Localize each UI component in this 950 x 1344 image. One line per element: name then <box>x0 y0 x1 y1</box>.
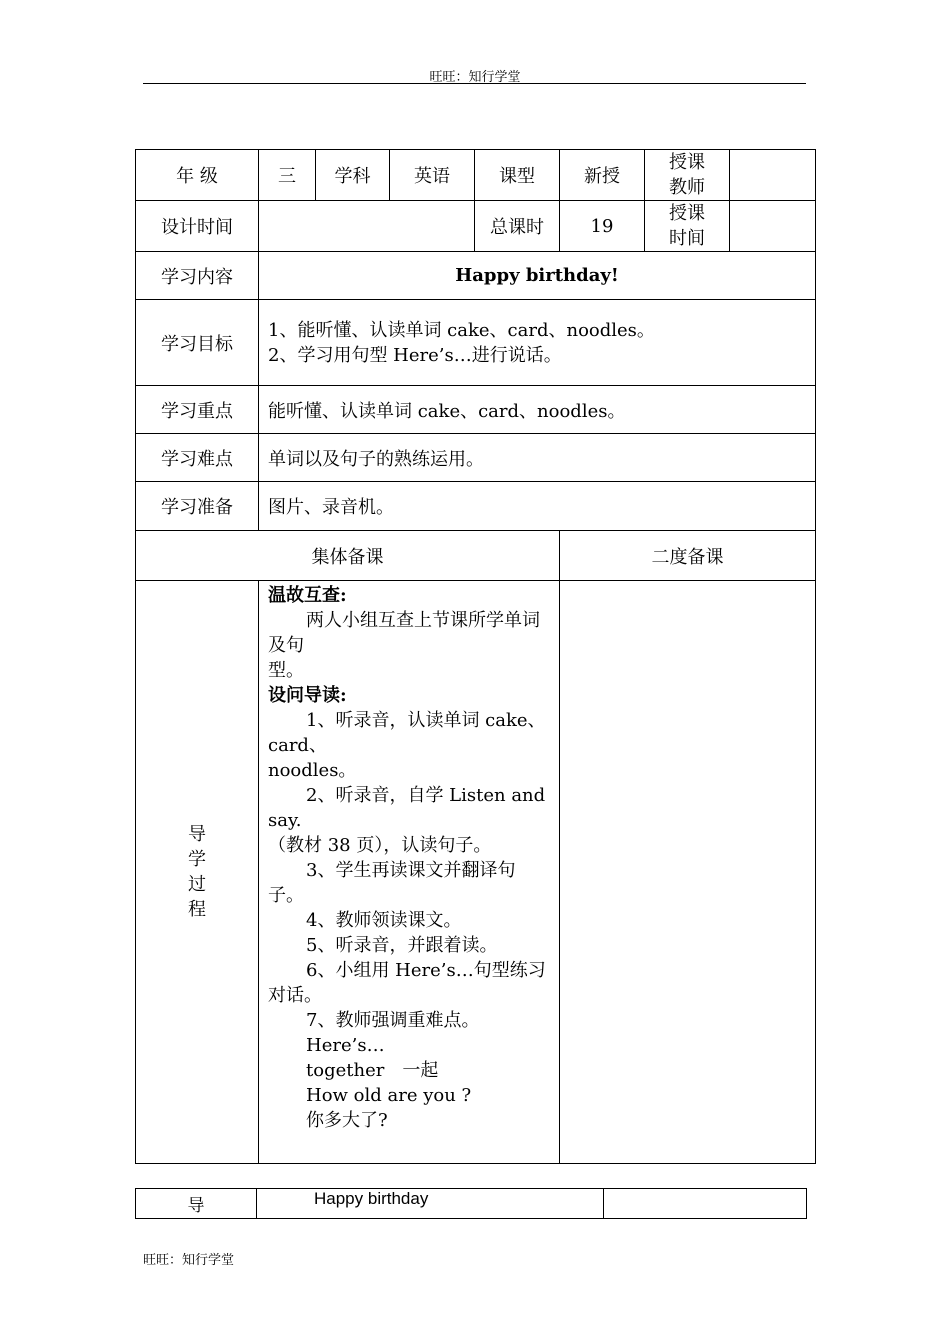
process-label-char-1: 导 <box>188 824 206 845</box>
next-page-table <box>135 1188 807 1219</box>
goals-label: 学习目标 <box>136 300 259 386</box>
preparation-label: 学习准备 <box>136 482 259 531</box>
difficulties-value: 单词以及句子的熟练运用。 <box>259 434 816 482</box>
step5: 5、听录音，并跟着读。 <box>306 935 498 956</box>
page-footer: 旺旺：知行学堂 <box>143 1253 235 1268</box>
design-time-value <box>259 201 475 252</box>
lesson-type-value: 新授 <box>560 150 645 201</box>
teacher-label-line2: 教师 <box>669 177 705 198</box>
class-time-label-line2: 时间 <box>669 228 705 249</box>
content-value: Happy birthday! <box>259 252 816 300</box>
review-line-1: 两人小组互查上节课所学单词及句 <box>268 610 540 656</box>
total-hours-label: 总课时 <box>475 201 560 252</box>
step3: 3、学生再读课文并翻译句子。 <box>268 860 516 906</box>
lesson-type-label: 课型 <box>475 150 560 201</box>
page-header: 旺旺：知行学堂 <box>429 70 521 85</box>
review-title: 温故互查: <box>268 585 347 606</box>
note-together: together 一起 <box>306 1060 439 1081</box>
teacher-label <box>645 150 730 201</box>
note-heres: Here’s… <box>306 1035 385 1056</box>
process-label-char-3: 过 <box>188 874 206 895</box>
lesson-plan-table <box>135 149 816 1164</box>
grade-value: 三 <box>259 150 316 201</box>
subject-value: 英语 <box>390 150 475 201</box>
review-line-2: 型。 <box>268 660 304 681</box>
process-label <box>136 581 259 1164</box>
teacher-label-line1: 授课 <box>669 152 705 173</box>
preparation-value: 图片、录音机。 <box>259 482 816 531</box>
key-points-value: 能听懂、认读单词 cake、card、noodles。 <box>259 386 816 434</box>
subject-label: 学科 <box>316 150 390 201</box>
second-prep-header: 二度备课 <box>560 531 816 581</box>
note-how-old-translation: 你多大了? <box>306 1110 388 1131</box>
step7: 7、教师强调重难点。 <box>306 1010 480 1031</box>
note-how-old: How old are you ? <box>306 1085 472 1106</box>
class-time-label-line1: 授课 <box>669 203 705 224</box>
step1-line-2: noodles。 <box>268 760 357 781</box>
step6: 6、小组用 Here’s…句型练习对话。 <box>268 960 546 1006</box>
process-content <box>259 581 560 1164</box>
step2-line-1: 2、听录音，自学 Listen and say. <box>268 785 546 831</box>
process-label-char-2: 学 <box>188 849 206 870</box>
process-label-char-4: 程 <box>188 899 206 920</box>
collective-prep-header: 集体备课 <box>136 531 560 581</box>
content-label: 学习内容 <box>136 252 259 300</box>
guide-title: 设问导读: <box>268 685 347 706</box>
goals-value <box>259 300 816 386</box>
class-time-label <box>645 201 730 252</box>
total-hours-value: 19 <box>560 201 645 252</box>
second-prep-cell <box>560 581 816 1164</box>
teacher-value <box>730 150 816 201</box>
class-time-value <box>730 201 816 252</box>
step4: 4、教师领读课文。 <box>306 910 462 931</box>
header-divider <box>143 83 806 84</box>
step2-line-2: （教材 38 页），认读句子。 <box>268 835 492 856</box>
next-table-title: Happy birthday <box>257 1189 604 1219</box>
grade-label: 年 级 <box>136 150 259 201</box>
step1-line-1: 1、听录音，认读单词 cake、card、 <box>268 710 546 756</box>
next-table-extra <box>604 1189 807 1219</box>
difficulties-label: 学习难点 <box>136 434 259 482</box>
key-points-label: 学习重点 <box>136 386 259 434</box>
goal-line-2: 2、学习用句型 Here’s…进行说话。 <box>268 344 562 366</box>
next-table-label: 导 <box>136 1189 257 1219</box>
goal-line-1: 1、能听懂、认读单词 cake、card、noodles。 <box>268 319 655 341</box>
design-time-label: 设计时间 <box>136 201 259 252</box>
